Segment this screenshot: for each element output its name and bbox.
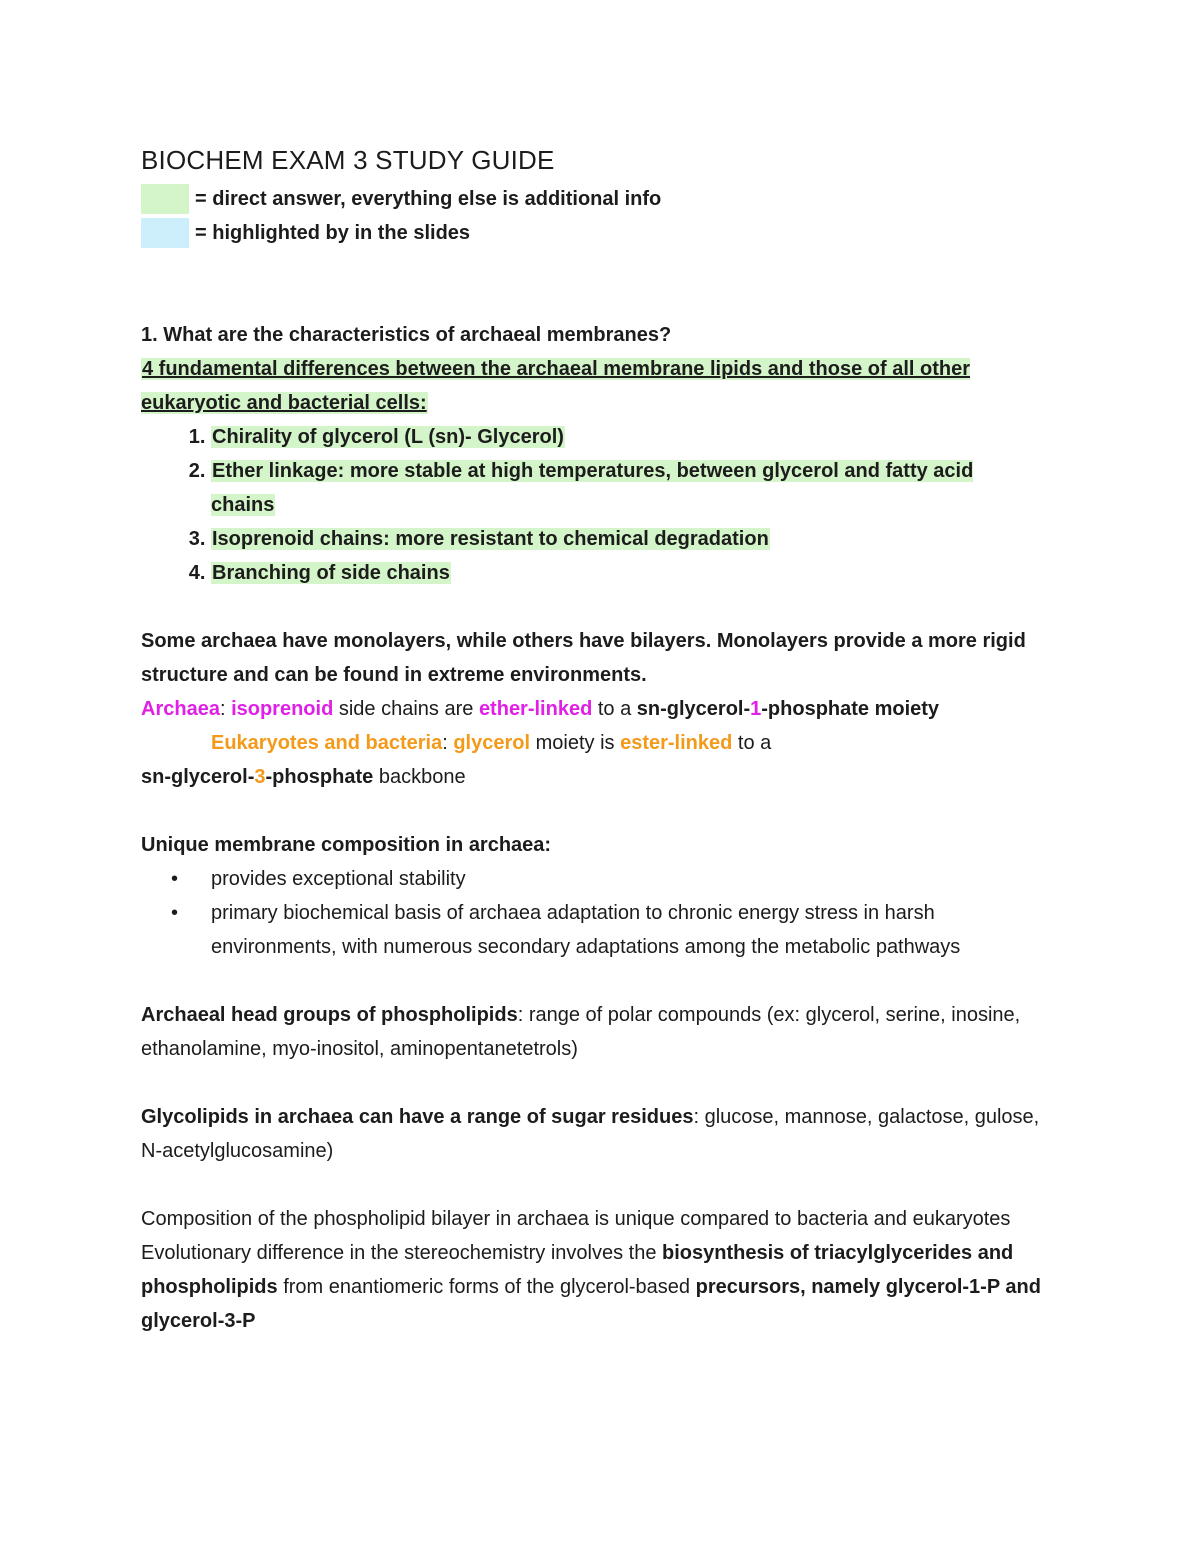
question-1: 1. What are the characteristics of archaeal membranes? [141, 324, 672, 346]
q1-heading-text: 4 fundamental differences between the archaeal membrane lipids and those of all other eukaryotic and bacterial cells: [141, 358, 970, 414]
list-item: 4. Branching of side chains [211, 556, 1041, 590]
eukaryotes-line: Eukaryotes and bacteria: glycerol moiety is ester-linked to a [211, 732, 772, 754]
archaea-line: Archaea: isoprenoid side chains are ether-linked to a sn-glycerol-1-phosphate moiety [141, 698, 940, 720]
document-page [141, 140, 1041, 1338]
green-swatch [141, 184, 189, 214]
differences-list [141, 420, 1041, 590]
list-item: • primary biochemical basis of archaea adaptation to chronic energy stress in harsh environments, with numerous secondary adaptations among the metabolic pathways [211, 896, 1041, 964]
eukaryotes-line-cont: sn-glycerol-3-phosphate backbone [141, 766, 466, 788]
legend-blue-text: = highlighted by in the slides [195, 222, 471, 244]
blue-swatch [141, 218, 189, 248]
list-item: 2. Ether linkage: more stable at high temperatures, between glycerol and fatty acid chains [211, 454, 1041, 522]
list-item: 3. Isoprenoid chains: more resistant to chemical degradation [211, 522, 1041, 556]
list-item: 1. Chirality of glycerol (L (sn)- Glycerol) [211, 420, 1041, 454]
unique-heading: Unique membrane composition in archaea: [141, 834, 552, 856]
list-item: • provides exceptional stability [211, 862, 1041, 896]
document-title: BIOCHEM EXAM 3 STUDY GUIDE [141, 145, 555, 175]
legend-green-row [141, 182, 1041, 216]
monolayers-paragraph: Some archaea have monolayers, while others have bilayers. Monolayers provide a more rigid structure and can be found in extreme environments. [141, 630, 1026, 686]
glycolipids-paragraph: Glycolipids in archaea can have a range of sugar residues: glucose, mannose, galactose, gulose, N-acetylglucosamine) [141, 1106, 1040, 1162]
q1-heading [141, 352, 1041, 420]
headgroups-paragraph: Archaeal head groups of phospholipids: range of polar compounds (ex: glycerol, serine, inosine, ethanolamine, myo-inositol, aminopentanetetrols) [141, 1004, 1021, 1060]
unique-list [141, 862, 1041, 964]
legend-green-text: = direct answer, everything else is additional info [195, 188, 662, 210]
evolution-paragraph: Evolutionary difference in the stereochemistry involves the biosynthesis of triacylglycerides and phospholipids from enantiomeric forms of the glycerol-based precursors, namely glycerol-1-P and glycerol-3-P [141, 1242, 1041, 1332]
composition-paragraph: Composition of the phospholipid bilayer in archaea is unique compared to bacteria and eukaryotes [141, 1208, 1011, 1230]
legend-blue-row [141, 216, 1041, 250]
